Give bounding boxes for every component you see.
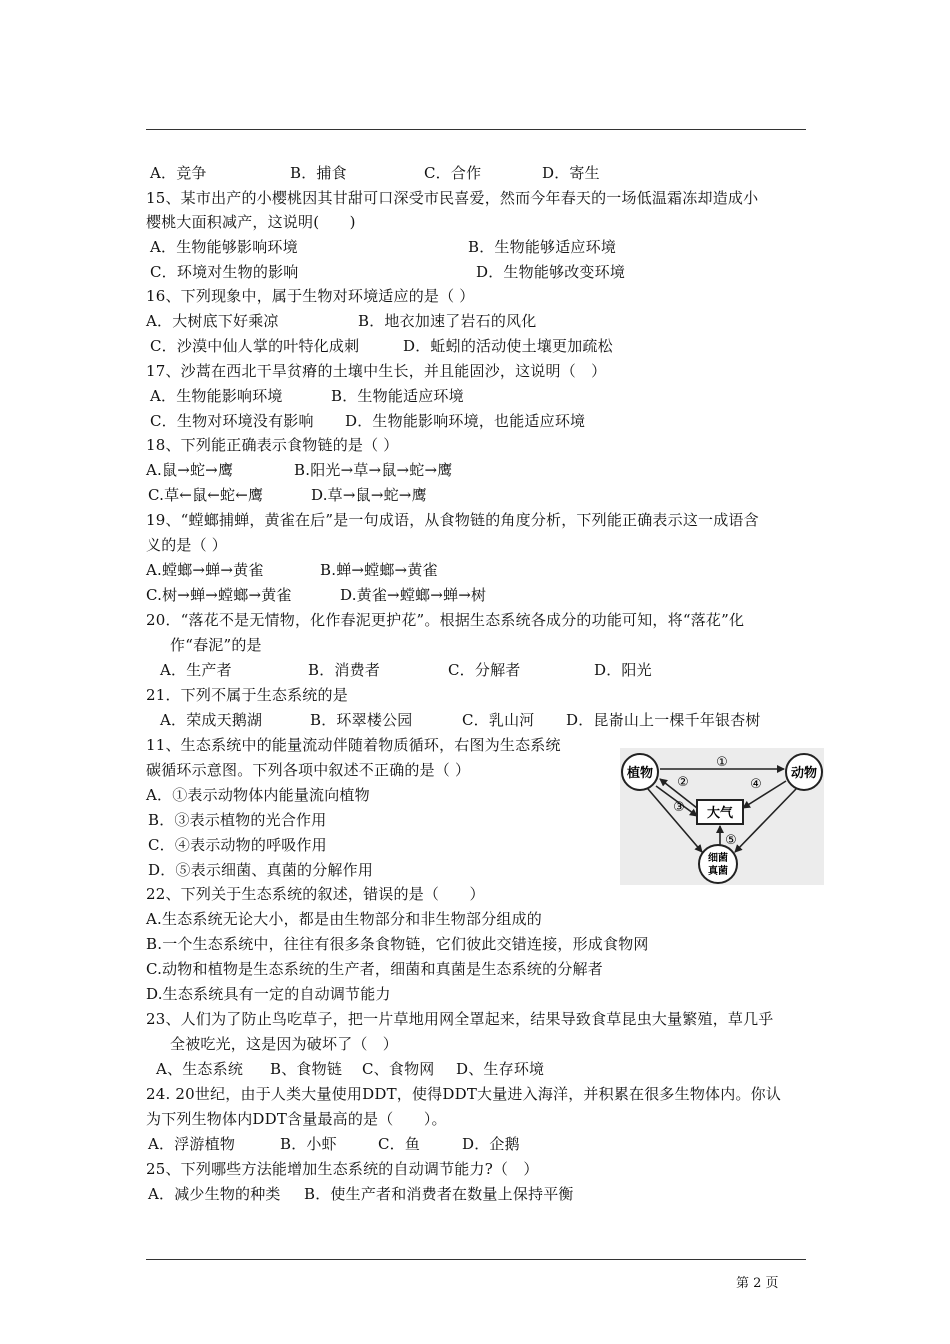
q19-options-row1 (146, 559, 438, 581)
q15-option-d: D．生物能够改变环境 (476, 263, 626, 281)
q22-option-c: C.动物和植物是生态系统的生产者，细菌和真菌是生态系统的分解者 (146, 960, 603, 978)
q18-options-row2 (148, 484, 427, 506)
q14-options (150, 162, 600, 184)
q17-stem: 17、沙蒿在西北干旱贫瘠的土壤中生长，并且能固沙，这说明（ ） (146, 362, 607, 380)
q21-options (160, 709, 761, 731)
q15-option-a: A．生物能够影响环境 (150, 238, 298, 256)
q24-options (148, 1133, 520, 1155)
q14-option-c: C．合作 (424, 164, 482, 182)
q22-option-b: B.一个生态系统中，往往有很多条食物链，它们彼此交错连接，形成食物网 (146, 935, 649, 953)
q16-option-c: C．沙漠中仙人掌的叶特化成刺 (150, 337, 360, 355)
q23-option-b: B、食物链 (270, 1060, 343, 1078)
carbon-cycle-diagram (620, 748, 824, 885)
q18-option-b: B.阳光→草→鼠→蛇→鹰 (294, 461, 453, 479)
q15-stem-line1: 15、某市出产的小樱桃因其甘甜可口深受市民喜爱，然而今年春天的一场低温霜冻却造成小 (146, 189, 759, 207)
q14-option-d: D．寄生 (542, 164, 600, 182)
q17-option-a: A．生物能影响环境 (150, 387, 283, 405)
q17-option-c: C．生物对环境没有影响 (150, 412, 314, 430)
q19-option-c: C.树→蝉→螳螂→黄雀 (146, 586, 292, 604)
number-3: ③ (673, 800, 685, 815)
carbon-cycle-svg (620, 748, 824, 885)
q17-options-row1 (150, 385, 464, 407)
q22-option-d: D.生态系统具有一定的自动调节能力 (146, 985, 391, 1003)
q11-stem-line1: 11、生态系统中的能量流动伴随着物质循环，右图为生态系统 (146, 736, 561, 754)
q16-option-a: A．大树底下好乘凉 (146, 312, 279, 330)
q15-options-row1 (150, 236, 616, 258)
q16-option-d: D．蚯蚓的活动使土壤更加疏松 (403, 337, 613, 355)
q16-option-b: B．地衣加速了岩石的风化 (358, 312, 537, 330)
q23-options (156, 1058, 544, 1080)
q21-option-d: D．昆嵛山上一棵千年银杏树 (566, 711, 761, 729)
animal-label: 动物 (790, 766, 818, 781)
q25-option-b: B．使生产者和消费者在数量上保持平衡 (304, 1185, 574, 1203)
q18-stem: 18、下列能正确表示食物链的是（ ） (146, 436, 399, 454)
q24-stem-line2: 为下列生物体内DDT含量最高的是（ ）。 (146, 1110, 447, 1128)
q19-option-a: A.螳螂→蝉→黄雀 (146, 561, 264, 579)
q20-option-a: A．生产者 (160, 661, 232, 679)
q16-options-row1 (146, 310, 536, 332)
q19-option-d: D.黄雀→螳螂→蝉→树 (340, 586, 487, 604)
q20-stem-line2: 作“春泥”的是 (170, 636, 262, 654)
q23-option-c: C、食物网 (362, 1060, 435, 1078)
q16-stem: 16、下列现象中，属于生物对环境适应的是（ ） (146, 287, 475, 305)
q11-option-c: C．④表示动物的呼吸作用 (148, 836, 327, 854)
number-4: ④ (750, 777, 762, 792)
q19-option-b: B.蝉→螳螂→黄雀 (320, 561, 438, 579)
q24-option-a: A．浮游植物 (148, 1135, 236, 1153)
decomposer-node (699, 845, 737, 883)
number-2: ② (677, 775, 689, 790)
decomposer-label-line1: 细菌 (708, 853, 728, 864)
q24-option-d: D．企鹅 (462, 1135, 520, 1153)
q15-stem-line2: 樱桃大面积减产，这说明( ) (146, 213, 356, 231)
q25-option-a: A．减少生物的种类 (148, 1185, 281, 1203)
q17-option-b: B．生物能适应环境 (331, 387, 464, 405)
plant-label: 植物 (626, 766, 654, 781)
q11-option-a: A．①表示动物体内能量流向植物 (146, 786, 370, 804)
q21-option-a: A．荣成天鹅湖 (160, 711, 263, 729)
q22-option-a: A.生态系统无论大小，都是由生物部分和非生物部分组成的 (146, 910, 543, 928)
q18-options-row1 (146, 459, 452, 481)
q11-option-d: D．⑤表示细菌、真菌的分解作用 (148, 861, 374, 879)
q23-stem-line2: 全被吃光，这是因为破坏了（ ） (170, 1035, 399, 1053)
q22-stem: 22、下列关于生态系统的叙述，错误的是（ ） (146, 885, 485, 903)
footer-rule (146, 1259, 806, 1260)
q24-option-b: B．小虾 (280, 1135, 337, 1153)
q20-option-d: D．阳光 (594, 661, 652, 679)
q20-option-c: C．分解者 (448, 661, 521, 679)
q21-stem: 21．下列不属于生态系统的是 (146, 686, 348, 704)
q25-stem: 25、下列哪些方法能增加生态系统的自动调节能力?（ ） (146, 1160, 539, 1178)
q18-option-a: A.鼠→蛇→鹰 (146, 461, 234, 479)
q23-stem-line1: 23、人们为了防止鸟吃草子，把一片草地用网全罩起来，结果导致食草昆虫大量繁殖，草几乎 (146, 1010, 774, 1028)
q24-option-c: C．鱼 (378, 1135, 421, 1153)
q15-option-b: B．生物能够适应环境 (468, 238, 617, 256)
q17-options-row2 (150, 410, 585, 432)
page-number: 第 2 页 (736, 1276, 779, 1291)
q16-options-row2 (150, 335, 613, 357)
q19-stem-line2: 义的是（ ） (146, 536, 227, 554)
arrow-plant-decomposer (648, 789, 702, 852)
q18-option-c: C.草←鼠←蛇←鹰 (148, 486, 264, 504)
q21-option-c: C．乳山河 (462, 711, 535, 729)
q20-stem-line1: 20．“落花不是无情物，化作春泥更护花”。根据生态系统各成分的功能可知，将“落花”化 (146, 611, 745, 629)
q23-option-a: A、生态系统 (156, 1060, 244, 1078)
decomposer-label-line2: 真菌 (708, 866, 728, 877)
q19-stem-line1: 19、“螳螂捕蝉，黄雀在后”是一句成语，从食物链的角度分析，下列能正确表示这一成语含 (146, 511, 759, 529)
q15-options-row2 (150, 261, 625, 283)
q14-option-a: A．竞争 (150, 164, 207, 182)
q18-option-d: D.草→鼠→蛇→鹰 (311, 486, 427, 504)
q24-stem-line1: 24. 20世纪，由于人类大量使用DDT，使得DDT大量进入海洋，并积累在很多生物体内。你认 (146, 1085, 782, 1103)
number-5: ⑤ (725, 833, 737, 848)
q23-option-d: D、生存环境 (456, 1060, 545, 1078)
q17-option-d: D．生物能影响环境，也能适应环境 (345, 412, 586, 430)
q11-stem-line2: 碳循环示意图。下列各项中叙述不正确的是（ ） (146, 761, 471, 779)
q19-options-row2 (146, 584, 486, 606)
q20-option-b: B．消费者 (308, 661, 381, 679)
q11-option-b: B．③表示植物的光合作用 (148, 811, 327, 829)
q25-options (148, 1183, 574, 1205)
number-1: ① (716, 755, 728, 770)
header-rule (146, 129, 806, 130)
q14-option-b: B．捕食 (290, 164, 347, 182)
q20-options (160, 659, 652, 681)
atmosphere-label: 大气 (706, 806, 734, 821)
arrow-animal-decomposer (735, 789, 796, 852)
q15-option-c: C．环境对生物的影响 (150, 263, 299, 281)
q21-option-b: B．环翠楼公园 (310, 711, 413, 729)
